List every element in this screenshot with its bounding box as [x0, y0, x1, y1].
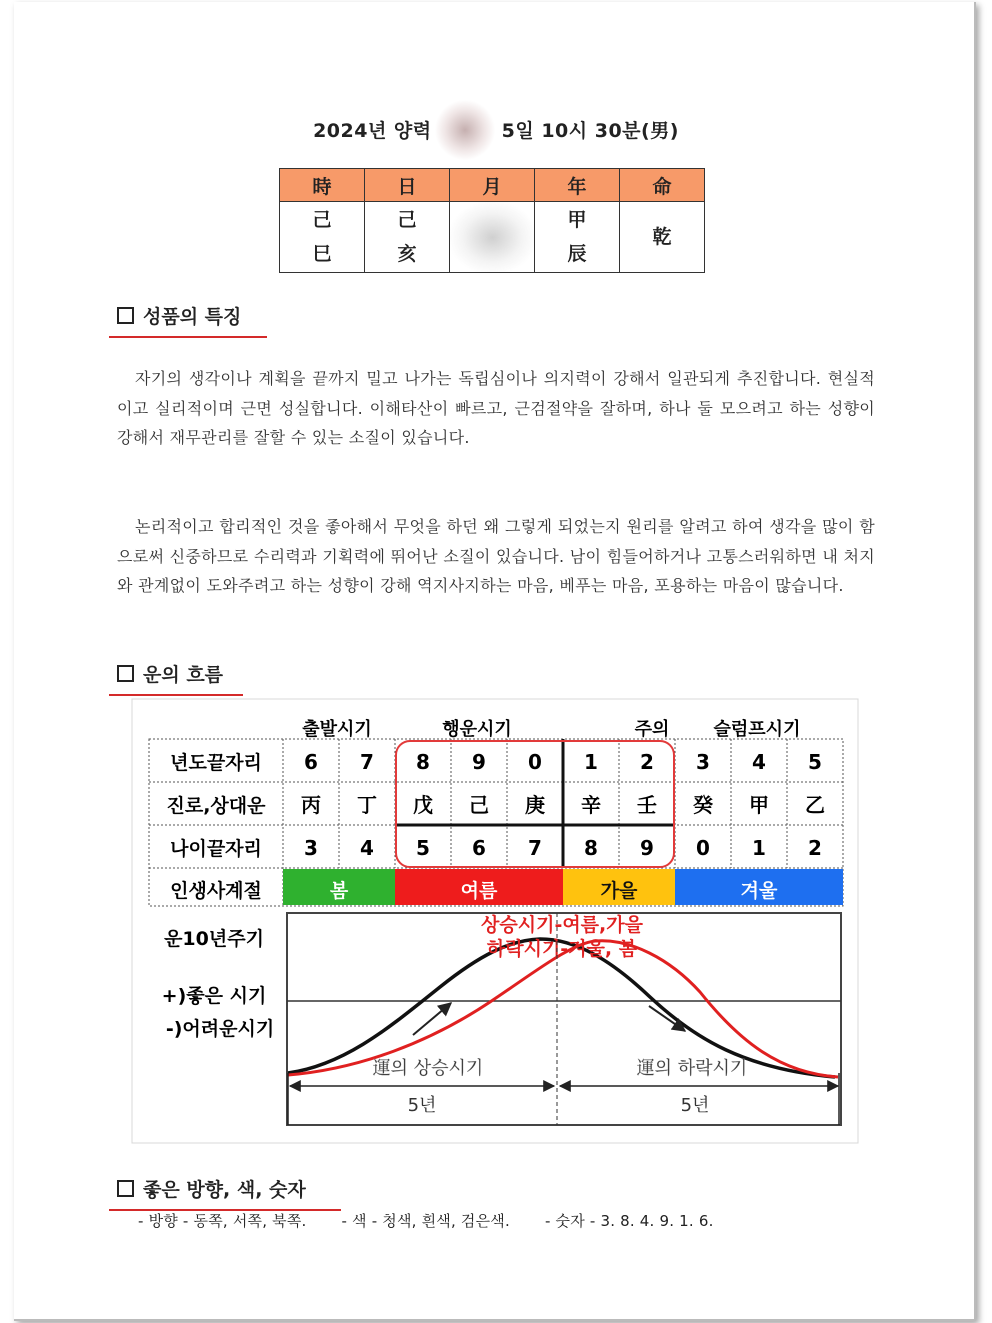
year-digit-cell: 6: [304, 750, 318, 774]
row-label-season: 인생사계절: [170, 880, 262, 902]
left-span-label: 5년: [407, 1095, 437, 1116]
stem-cell: 戊: [413, 793, 433, 817]
year-digit-cell: 0: [528, 750, 542, 774]
row-label-age-digit: 나이끝자리: [170, 838, 262, 860]
age-digit-cell: 2: [808, 836, 822, 860]
section-heading-text: 좋은 방향, 색, 숫자: [143, 1179, 306, 1201]
row-label-stem: 진로,상대운: [166, 795, 266, 817]
section-heading-text: 운의 흐름: [143, 664, 224, 686]
saju-header-year: 年: [535, 169, 620, 202]
season-spring-label: 봄: [329, 880, 349, 902]
stem-cell: 乙: [805, 793, 825, 817]
age-digit-cell: 0: [696, 836, 710, 860]
stem-cell: 丁: [357, 793, 377, 817]
personality-paragraph-1: 자기의 생각이나 계획을 끝까지 밀고 나가는 독립심이나 의지력이 강해서 일관되게 추진합니다. 현실적이고 실리적이며 근면 성실합니다. 이해타산이 빠르고, 근검절약을 잘하며, 하나 둘 모으려고 하는 성향이 강해서 재무관리를 잘할 수 있는 소질이 있습니다.: [117, 369, 875, 447]
saju-header-ming: 命: [620, 169, 705, 202]
saju-year-pillar: [535, 202, 620, 273]
saju-hour-stem: 己: [312, 209, 332, 231]
season-autumn-label: 가을: [600, 880, 638, 902]
age-digit-cell: 6: [472, 836, 486, 860]
stem-cell: 辛: [581, 793, 601, 817]
age-digit-cell: 1: [752, 836, 766, 860]
checkbox-square-icon: [117, 307, 134, 324]
saju-header-day: 日: [365, 169, 450, 202]
age-digit-cell: 8: [584, 836, 598, 860]
checkbox-square-icon: [117, 1180, 134, 1197]
row-label-year-digit: 년도끝자리: [170, 752, 262, 774]
phase-lucky: 행운시기: [442, 719, 512, 740]
age-digit-cell: 7: [528, 836, 542, 860]
saju-ming-cell: 乾: [620, 202, 705, 273]
section-heading-personality: [117, 302, 241, 329]
heading-underline: [109, 336, 267, 338]
age-digit-cell: 9: [640, 836, 654, 860]
season-summer-label: 여름: [460, 880, 498, 902]
saju-hour-pillar: [280, 202, 365, 273]
stem-cell: 壬: [637, 793, 657, 817]
personality-paragraph-2: 논리적이고 합리적인 것을 좋아해서 무엇을 하던 왜 그렇게 되었는지 원리를 알려고 하여 생각을 많이 함으로써 신중하므로 수리력과 기획력에 뛰어난 소질이 있습니다. 남이 힘들어하거나 고통스러워하면 내 처지와 관계없이 도와주려고 하는 성향이 강해 역지사지하는 마음, 베푸는 마음, 포용하는 마음이 많습니다.: [117, 517, 875, 595]
good-period-label: +)좋은 시기: [161, 985, 267, 1007]
redacted-blur: [434, 100, 496, 160]
lucky-direction: - 방향 - 동쪽, 서쪽, 북쪽.: [138, 1212, 307, 1230]
stem-cell: 己: [469, 793, 489, 817]
section-heading-fortune-flow: [117, 660, 223, 687]
year-digit-cell: 4: [752, 750, 766, 774]
saju-day-pillar: [365, 202, 450, 273]
year-digit-cell: 8: [416, 750, 430, 774]
saju-header-hour: 時: [280, 169, 365, 202]
season-winter-label: 겨울: [740, 880, 778, 902]
year-digit-cell: 7: [360, 750, 374, 774]
age-digit-cell: 4: [360, 836, 374, 860]
phase-start: 출발시기: [302, 719, 372, 740]
age-digit-cell: 5: [416, 836, 430, 860]
section-heading-lucky: [117, 1175, 306, 1202]
rise-season-note: 상승시기-여름,가을: [481, 914, 643, 936]
heading-underline: [109, 694, 243, 696]
checkbox-square-icon: [117, 665, 134, 682]
page-title: [0, 116, 992, 143]
rise-period-label: 運의 상승시기: [372, 1058, 484, 1079]
cycle-label: 운10년주기: [164, 928, 264, 950]
year-digit-cell: 3: [696, 750, 710, 774]
saju-table: [279, 168, 705, 273]
saju-month-redacted: [450, 202, 535, 273]
phase-caution: 주의: [634, 719, 670, 740]
year-digit-cell: 1: [584, 750, 598, 774]
fortune-flow-svg: [130, 697, 860, 1145]
stem-cell: 丙: [301, 793, 321, 817]
lucky-number: - 숫자 - 3. 8. 4. 9. 1. 6.: [544, 1212, 714, 1230]
phase-slump: 슬럼프시기: [713, 719, 801, 740]
age-digit-cell: 3: [304, 836, 318, 860]
year-digit-cell: 9: [472, 750, 486, 774]
year-digit-cell: 5: [808, 750, 822, 774]
lucky-items-line: [138, 1210, 744, 1231]
stem-cell: 庚: [525, 793, 545, 817]
fall-season-note: 하락시기-겨울, 봄: [486, 938, 638, 960]
saju-header-month: 月: [450, 169, 535, 202]
fortune-flow-figure: [130, 697, 860, 1145]
section-heading-text: 성품의 특징: [143, 306, 242, 328]
title-suffix: 5일 10시 30분(男): [501, 120, 679, 142]
lucky-color: - 색 - 청색, 흰색, 검은색.: [341, 1212, 510, 1230]
stem-cell: 癸: [693, 793, 713, 817]
saju-day-stem: 己: [397, 209, 417, 231]
saju-hour-branch: 巳: [312, 243, 332, 265]
fall-period-label: 運의 하락시기: [636, 1058, 748, 1079]
hard-period-label: -)어려운시기: [165, 1018, 275, 1040]
saju-day-branch: 亥: [397, 243, 417, 265]
saju-year-stem: 甲: [567, 209, 587, 231]
right-span-label: 5년: [680, 1095, 710, 1116]
stem-cell: 甲: [749, 793, 769, 817]
year-digit-cell: 2: [640, 750, 654, 774]
saju-year-branch: 辰: [567, 243, 587, 265]
title-prefix: 2024년 양력: [313, 120, 432, 142]
